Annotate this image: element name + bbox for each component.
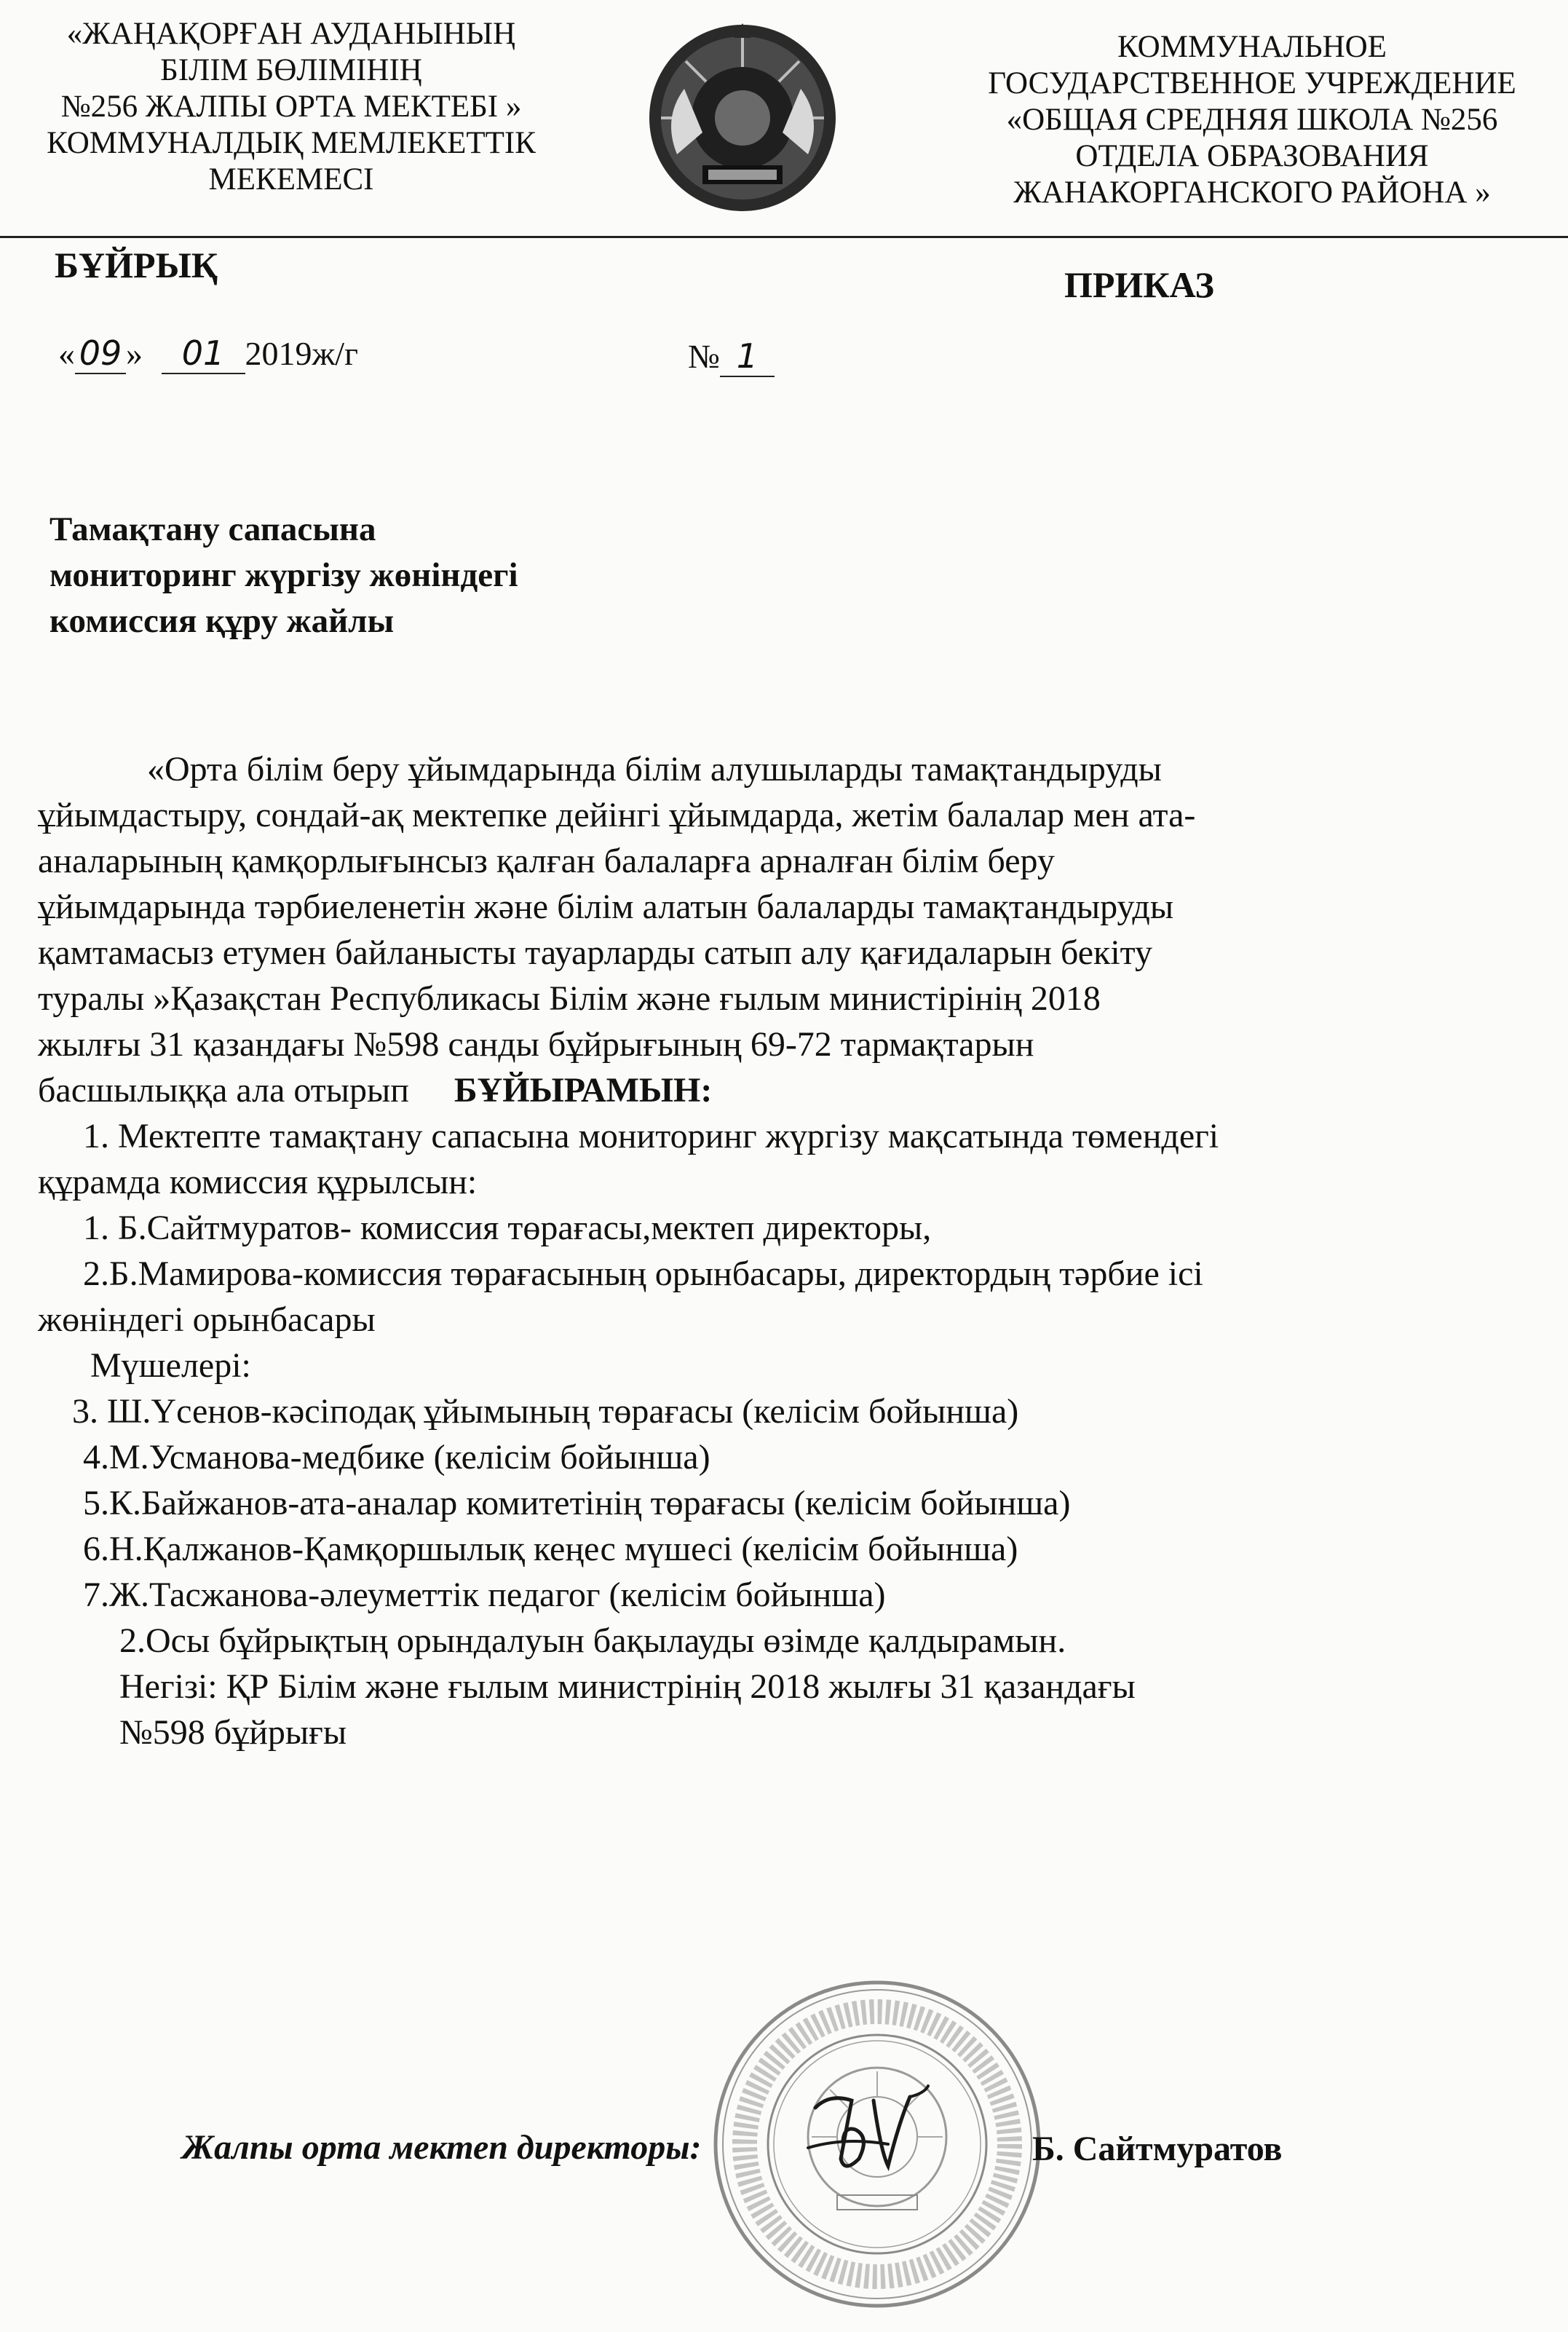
item-1-line: 1. Мектепте тамақтану сапасына мониторинг жүргізу мақсатында төмендегі: [83, 1117, 1219, 1155]
preamble-line: жылғы 31 қазандағы №598 санды бұйрығының 69-72 тармақтарын: [38, 1025, 1034, 1064]
order-title-kz: БҰЙРЫҚ: [55, 245, 218, 285]
member-line: жөніндегі орынбасары: [38, 1300, 376, 1339]
member-line: 1. Б.Сайтмуратов- комиссия төрағасы,мектеп директоры,: [83, 1209, 932, 1247]
header-right-line: ЖАНАКОРГАНСКОГО РАЙОНА »: [1013, 175, 1491, 210]
preamble-line: туралы »Қазақстан Республикасы Білім және ғылым министірінің 2018: [38, 979, 1101, 1018]
subject-line: мониторинг жүргізу жөніндегі: [50, 556, 518, 594]
preamble-line: аналарының қамқорлығынсыз қалған балаларға арналған білім беру: [38, 842, 1055, 880]
member-line: 4.М.Усманова-медбике (келісім бойынша): [83, 1438, 710, 1477]
header-right-line: КОММУНАЛЬНОЕ: [1117, 30, 1387, 64]
order-number: [688, 336, 775, 377]
preamble-line: басшылыққа ала отырып: [38, 1071, 409, 1110]
preamble-last-line: [38, 1067, 1552, 1113]
header-left-line: «ЖАҢАҚОРҒАН АУДАНЫНЫҢ: [66, 17, 516, 51]
handwritten-signature-icon: [801, 2079, 939, 2188]
subject-line: Тамақтану сапасына: [50, 510, 376, 548]
header-right-line: ГОСУДАРСТВЕННОЕ УЧРЕЖДЕНИЕ: [988, 66, 1516, 100]
date-year: 2019ж/г: [245, 335, 358, 372]
preamble-line: қамтамасыз етумен байланысты тауарларды сатып алу қағидаларын бекіту: [38, 933, 1153, 972]
header-right-line: «ОБЩАЯ СРЕДНЯЯ ШКОЛА №256: [1006, 103, 1498, 137]
item-1-line: құрамда комиссия құрылсын:: [38, 1163, 478, 1201]
member-line: 5.К.Байжанов-ата-аналар комитетінің төрағасы (келісім бойынша): [83, 1484, 1071, 1522]
basis-line: №598 бұйрығы: [119, 1713, 347, 1752]
header-right-ru: [939, 29, 1565, 211]
signature-position: Жалпы орта мектеп директоры:: [182, 2128, 702, 2167]
header-left-kz: [15, 16, 568, 198]
member-line: 6.Н.Қалжанов-Қамқоршылық кеңес мүшесі (келісім бойынша): [83, 1530, 1018, 1568]
order-title-ru: ПРИКАЗ: [1064, 264, 1214, 305]
header-left-line: КОММУНАЛДЫҚ МЕМЛЕКЕТТІК: [47, 126, 536, 160]
header-left-line: №256 ЖАЛПЫ ОРТА МЕКТЕБІ »: [60, 90, 522, 124]
date-close-quote: »: [126, 335, 143, 372]
members-heading: Мүшелері:: [90, 1346, 251, 1385]
number-value: 1: [720, 336, 775, 377]
preamble-line: «Орта білім беру ұйымдарында білім алушыларды тамақтандыруды: [147, 750, 1162, 788]
subject-line: комиссия құру жайлы: [50, 602, 395, 640]
basis-line: Негізі: ҚР Білім және ғылым министрінің 2018 жылғы 31 қазандағы: [119, 1667, 1136, 1706]
number-label: №: [688, 338, 720, 375]
member-line: 2.Б.Мамирова-комиссия төрағасының орынбасары, директордың тәрбие ісі: [83, 1254, 1203, 1293]
header-right-line: ОТДЕЛА ОБРАЗОВАНИЯ: [1075, 139, 1429, 173]
item-2-line: 2.Осы бұйрықтың орындалуын бақылауды өзімде қалдырамын.: [119, 1621, 1066, 1660]
header-left-line: БІЛІМ БӨЛІМІНІҢ: [160, 53, 422, 87]
decree-word: БҰЙЫРАМЫН:: [454, 1071, 713, 1110]
member-line: 7.Ж.Тасжанова-әлеуметтік педагог (келісім бойынша): [83, 1576, 886, 1614]
order-subject: [50, 507, 518, 644]
header-left-line: МЕКЕМЕСІ: [208, 162, 374, 197]
date-day: 09: [75, 333, 126, 374]
order-date: [58, 333, 358, 374]
member-line: 3. Ш.Үсенов-кәсіподақ ұйымының төрағасы (келісім бойынша): [72, 1392, 1019, 1431]
signature-name: Б. Сайтмуратов: [1032, 2130, 1283, 2168]
state-emblem-icon: [633, 16, 852, 227]
preamble-line: ұйымдарында тәрбиеленетін және білім алатын балаларды тамақтандыруды: [38, 888, 1174, 926]
body-preamble: [38, 746, 1552, 1755]
preamble-line: ұйымдастыру, сондай-ақ мектепке дейінгі ұйымдарда, жетім балалар мен ата-: [38, 796, 1196, 834]
header-divider: [0, 236, 1568, 238]
date-open-quote: «: [58, 335, 75, 372]
date-month: 01: [162, 333, 245, 374]
